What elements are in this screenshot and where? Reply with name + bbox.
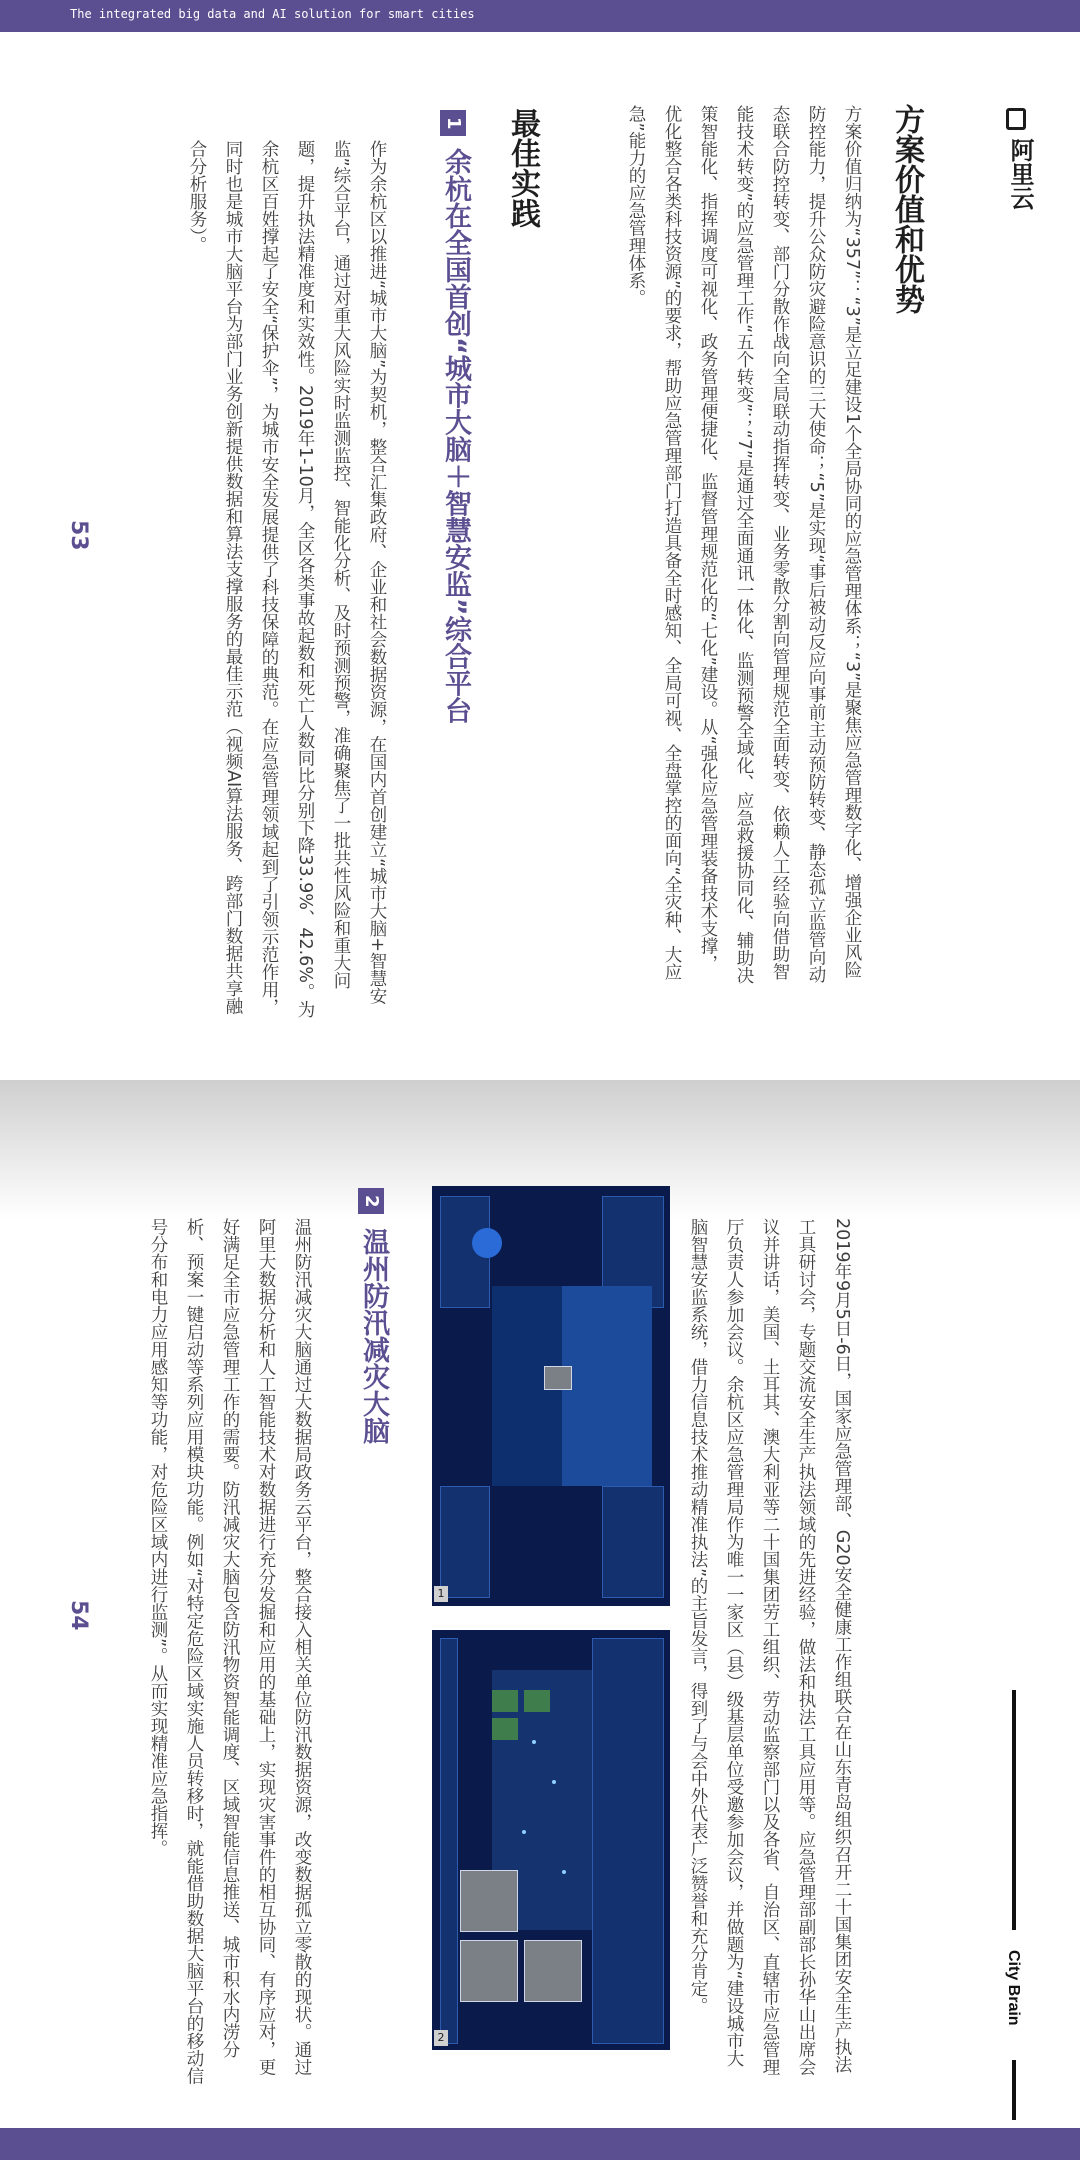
map-marker — [532, 1740, 536, 1744]
case-paragraph: 温州防汛减灾大脑通过大数据局政务云平台，整合接入相关单位防汛数据资源，改变数据孤立零散的现状。通过阿里大数据分析和人工智能技术对数据进行充分发掘和应用的基础上，实现灾害事件的相互协同、有序应对，更好满足全市应急管理工作的需要。防汛减灾大脑包含防汛物资智能调度、区域智能信息推送、城市积水内涝分析、预案一键启动等系列应用模块功能。例如“对特定危险区域实施人员转移时，就能借助数据大脑平台的移动信号分布和电力应用感知等功能，对危险区域内进行监测”。从而实现精准应急指挥。 — [148, 1218, 312, 2085]
brand-rule — [1012, 1690, 1016, 1930]
page-number: 53 — [66, 520, 91, 551]
brand-rule — [1012, 2060, 1016, 2120]
figure-label: 1 — [434, 1586, 448, 1602]
section-title: 最佳实践 — [505, 108, 540, 228]
dashboard-panel — [602, 1486, 664, 1598]
dashboard-screenshot — [432, 1186, 670, 1606]
page-title: 方案价值和优势 — [889, 104, 924, 314]
gauge-icon — [472, 1228, 502, 1258]
footer-bar — [0, 2128, 1080, 2160]
page-number: 54 — [66, 1600, 91, 1631]
dashboard-panel — [440, 1638, 458, 2044]
dashboard-panel — [440, 1486, 490, 1598]
stat-tile — [492, 1690, 518, 1712]
logo-text: 阿里云 — [1006, 138, 1034, 210]
map-popup — [544, 1366, 572, 1390]
brand-label: City Brain — [1005, 1950, 1022, 2026]
camera-feed — [524, 1940, 582, 2002]
aliyun-logo-icon — [1006, 108, 1026, 130]
event-paragraph: 2019年9月5日-6日，国家应急管理部、G20安全健康工作组联合在山东青岛组织召开二十国集团安全生产执法工具研讨会，专题交流安全生产执法领域的先进经验，做法和执法工具应用等。应急管理部副部长孙华山出席会议并讲话，美国、土耳其、澳大利亚等二十国集团劳工组织、劳动监察部门以及各省、自治区、直辖市应急管理厅负责人参加会议。余杭区应急管理局作为唯一一家区（县）级基层单位受邀参加会议，并做题为“建设城市大脑智慧安监系统，借力信息技术推动精准执法”的主旨发言，得到了与会中外代表广泛赞誉和充分肯定。 — [688, 1218, 852, 2076]
stat-tile — [524, 1690, 550, 1712]
map-marker — [522, 1830, 526, 1834]
dashboard-screenshot — [432, 1630, 670, 2050]
case-number-badge: 1 — [440, 110, 466, 136]
value-paragraph: 方案价值归纳为“357”：“3”是立足建设1个全局协同的应急管理体系；“3”是聚焦应急管理数字化、增强企业风险防控能力，提升公众防灾避险意识的三大使命；“5”是实现“事后被动反应向事前主动预防转变、静态孤立监管向动态联合防控转变、部门分散作战向全局联动指挥转变、业务零散分割向管理规范全面转变、依赖人工经验向借助智能技术转变”的应急管理工作“五个转变”；“7”是通过全面通讯一体化、监测预警全域化、应急救援协同化、辅助决策智能化、指挥调度可视化、政务管理便捷化、监督管理规范化的“七化”建设。从“强化应急管理装备技术支撑，优化整合各类科技资源”的要求，帮助应急管理部门打造具备全时感知、全局可视、全盘掌控的面向“全灾种、大应急”能力的应急管理体系。 — [626, 105, 862, 984]
header-tagline: The integrated big data and AI solution for smart cities — [70, 7, 475, 21]
figure-label: 2 — [434, 2030, 448, 2046]
map-marker — [552, 1780, 556, 1784]
camera-feed — [460, 1940, 518, 2002]
case-number-badge: 2 — [358, 1188, 384, 1214]
case-paragraph: 作为余杭区以推进“城市大脑”为契机，整合汇集政府、企业和社会数据资源，在国内首创建立“城市大脑+智慧安监”综合平台，通过对重大风险实时监测监控、智能化分析、及时预测预警，准确聚焦了一批共性风险和重大问题，提升执法精准度和实效性。2019年1-10月，全区各类事故起数和死亡人数同比分别下降33.9%、42.6%。为余杭区百姓撑起了安全“保护伞”，为城市安全发展提供了科技保障的典范。在应急管理领域起到了引领示范作用，同时也是城市大脑平台为部门业务创新提供数据和算法支撑服务的最佳示范（视频AI算法服务、跨部门数据共享融合分析服务）。 — [187, 140, 387, 1018]
header-bar — [0, 0, 1080, 32]
case-title: 温州防汛减灾大脑 — [358, 1228, 389, 1444]
case-title: 余杭在全国首创“城市大脑＋智慧安监”综合平台 — [440, 148, 471, 724]
camera-feed — [460, 1870, 518, 1932]
dashboard-panel — [592, 1638, 664, 2044]
map-marker — [562, 1870, 566, 1874]
stat-tile — [492, 1718, 518, 1740]
